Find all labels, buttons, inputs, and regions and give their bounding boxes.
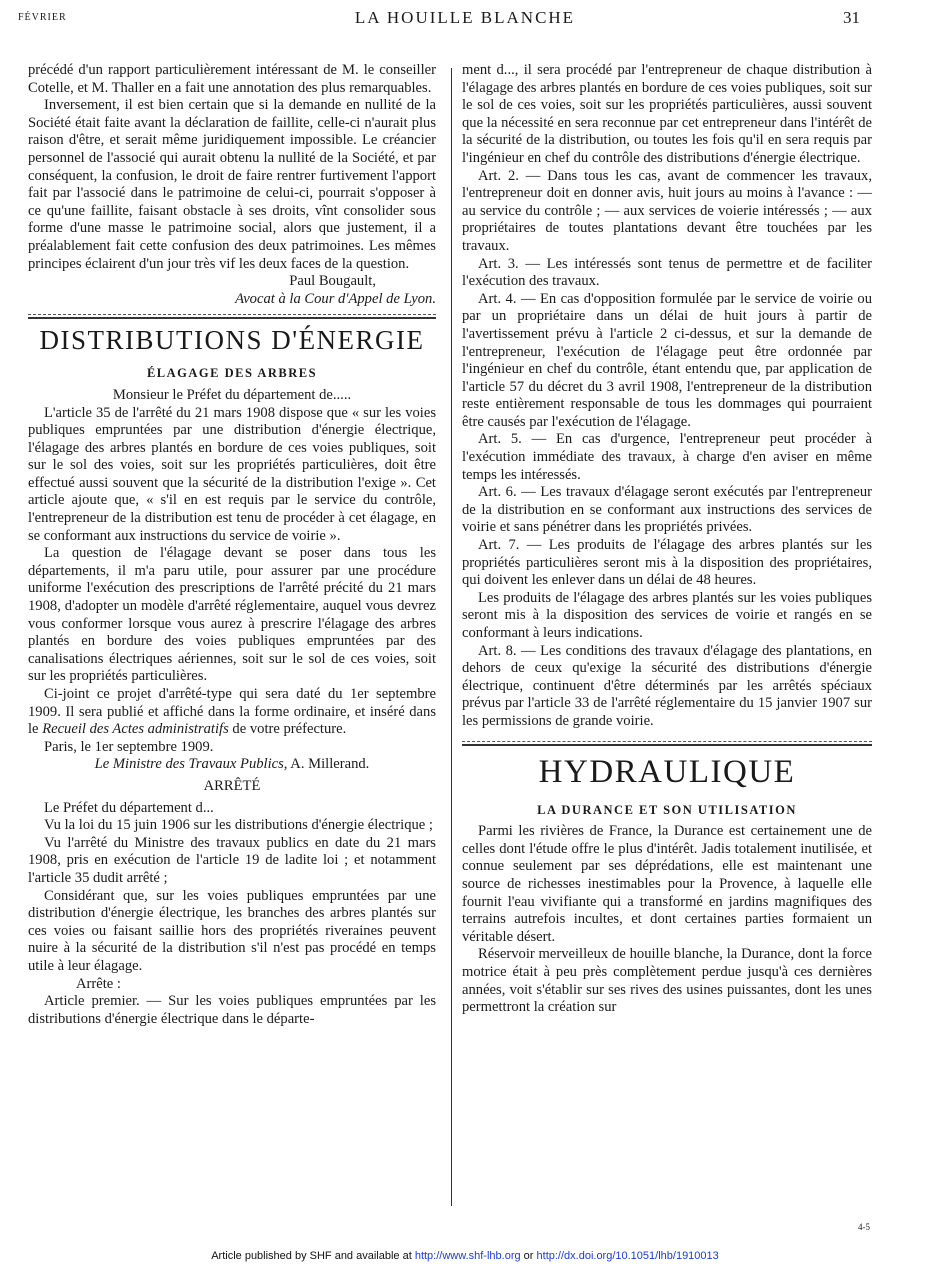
author-name: Paul Bougault,: [289, 273, 376, 290]
section-subtitle: ÉLAGAGE DES ARBRES: [146, 366, 318, 381]
minister-signature: Le Ministre des Travaux Publics, A. Millerand.: [94, 756, 370, 773]
page-number: 31: [843, 8, 860, 27]
section-subtitle: LA DURANCE ET SON UTILISATION: [537, 802, 797, 817]
section-rule: [462, 741, 872, 742]
paragraph: Les produits de l'élagage des arbres plantés sur les voies publiques seront mis à la disposition des services de voirie et rangés en se conformant à leurs indications.: [462, 589, 872, 641]
paragraph: Art. 4. — En cas d'opposition formulée par le service de voirie ou par un propriétaire dans un délai de huit jours à partir de l'avertissement prévu à l'article 2 ci-dessus, et sur la demande de l'entrepreneur, l'exécution de l'élagage peut être ordonnée par l'ingénieur en chef du contrôle, étant entendu que, par application de l'article 57 du décret du 3 avril 1908, l'entrepreneur de la distribution reste entièrement responsable de tous les dommages qui pourraient être causés par l'exécution de l'élagage.: [462, 290, 872, 430]
paragraph: Art. 8. — Les conditions des travaux d'élagage des plantations, en dehors de ceux qu'exige la sécurité des distributions d'énergie électrique, continuent d'être déterminés par les arrêtés spéciaux prévus par l'article 33 de l'arrêté réglementaire du 15 janvier 1907 sur les permissions de grande voirie.: [462, 642, 872, 729]
corner-mark: 4-5: [858, 1222, 870, 1232]
right-column: [462, 62, 872, 1017]
author-title: Avocat à la Cour d'Appel de Lyon.: [235, 290, 436, 307]
paragraph: Vu l'arrêté du Ministre des travaux publics en date du 21 mars 1908, pris en exécution de l'article 19 de ladite loi ; et notamment l'article 35 dudit arrêté ;: [28, 834, 436, 886]
date-line: Paris, le 1er septembre 1909.: [44, 738, 214, 755]
paragraph: Art. 6. — Les travaux d'élagage seront exécutés par l'entrepreneur de la distribution en se conformant aux instructions des services de voirie et sans pénétrer dans les propriétés privées.: [462, 484, 872, 536]
arrete-heading: ARRÊTÉ: [203, 777, 261, 794]
section-title: DISTRIBUTIONS D'ÉNERGIE: [39, 325, 425, 356]
column-divider: [451, 68, 452, 1206]
paragraph: Article premier. — Sur les voies publiques empruntées par les distributions d'énergie électrique dans le départe-: [28, 993, 436, 1027]
footer-credit: Article published by SHF and available at http://www.shf-lhb.org or http://dx.doi.org/10.1051/lhb/1910013: [211, 1250, 719, 1262]
paragraph: Réservoir merveilleux de houille blanche, la Durance, dont la force motrice était à peu près complètement perdue jusqu'à ces dernières années, voit s'établir sur ses rives des usines puissantes, dont les unes permettront la création sur: [462, 946, 872, 1016]
paragraph: La question de l'élagage devant se poser dans tous les départements, il m'a paru utile, pour assurer par une procédure uniforme l'exécution des prescriptions de l'arrêté précité du 21 mars 1908, d'adopter un modèle d'arrêté réglementaire, auquel vous devrez vous conformer lorsque vous aurez à prescrire l'élagage des arbres plantés en bordure des voies publiques empruntées par des canalisations électriques aériennes, soit sur le sol de ces voies, soit sur les propriétés particulières.: [28, 545, 436, 685]
section-rule: [28, 317, 436, 319]
paragraph: précédé d'un rapport particulièrement intéressant de M. le conseiller Cotelle, et M. Thaller en a fait une annotation des plus remarquables.: [28, 62, 436, 96]
paragraph: Parmi les rivières de France, la Durance est certainement une de celles dont l'étude offre le plus d'intérêt. Jadis totalement inutilisée, et connue seulement par ses déprédations, elle est maintenant une source de richesses inestimables pour la Provence, à laquelle elle fournit l'eau vivifiante qui a transformé en jardins magnifiques des terrains autrefois incultes, et dont certaines parties formaient un véritable désert.: [462, 823, 872, 945]
paragraph: Art. 3. — Les intéressés sont tenus de permettre et de faciliter l'exécution des travaux.: [462, 255, 872, 290]
journal-title: LA HOUILLE BLANCHE: [354, 8, 576, 27]
shf-link[interactable]: http://www.shf-lhb.org: [414, 1250, 521, 1262]
section-rule: [28, 314, 436, 315]
paragraph: Considérant que, sur les voies publiques empruntées par une distribution d'énergie électrique, les branches des arbres plantés sur ces voies ou faisant saillie hors des propriétés riveraines peuvent nuire à la sécurité de la distribution s'il n'est pas procédé en temps utile à leur élagage.: [28, 887, 436, 974]
paragraph: Ci-joint ce projet d'arrêté-type qui sera daté du 1er septembre 1909. Il sera publié et affiché dans la forme ordinaire, et inséré dans le Recueil des Actes administratifs de votre préfecture.: [28, 686, 436, 738]
paragraph: Art. 7. — Les produits de l'élagage des arbres plantés sur les propriétés particulières seront mis à la disposition des propriétaires, qui doivent les enlever dans un délai de 48 heures.: [462, 537, 872, 589]
paragraph: Vu la loi du 15 juin 1906 sur les distributions d'énergie électrique ;: [44, 817, 433, 834]
paragraph: Art. 2. — Dans tous les cas, avant de commencer les travaux, l'entrepreneur doit en donner avis, huit jours au moins à l'avance : — au service du contrôle ; — aux services de voierie intéressés ; — aux propriétaires de toutes plantations devant être touchées par les travaux.: [462, 167, 872, 254]
month-header: FÉVRIER: [18, 12, 67, 23]
paragraph: L'article 35 de l'arrêté du 21 mars 1908 dispose que « sur les voies publiques empruntées par une distribution d'énergie électrique, l'élagage des arbres plantés en bordure de ces voies publiques, soit sur le sol des voies, soit sur les propriétés particulières, doit être effectué aussi souvent que la sécurité de la distribution l'exige ». Cet article ajoute que, « s'il en est requis par le service du contrôle, l'entrepreneur de la distribution est tenu de procéder à cet élagage, en se conformant aux instructions du service de voirie ».: [28, 404, 436, 544]
paragraph: Le Préfet du département d...: [44, 799, 214, 816]
doi-link[interactable]: http://dx.doi.org/10.1051/lhb/1910013: [536, 1250, 719, 1262]
arrete-label: Arrête :: [76, 975, 121, 992]
section-rule: [462, 744, 872, 746]
left-column: [28, 62, 436, 1028]
paragraph: Inversement, il est bien certain que si la demande en nullité de la Société était faite avant la déclaration de faillite, celle-ci n'aurait plus raison d'être, et serait même juridiquement impossible. Le créancier personnel de l'associé qui aurait obtenu la nullité de la Société, et par conséquent, la confusion, le droit de faire rentrer furtivement l'apport fait par l'associé dans le patrimoine de celui-ci, pourrait s'opposer à ce qu'une faillite, faisant obstacle à ses droits, vînt consolider sous forme d'une masse le patrimoine social, alors que justement, il a préalablement fait cette confusion des deux patrimoines. Les mêmes principes éclairent d'un jour très vif les deux faces de la question.: [28, 97, 436, 272]
section-title: HYDRAULIQUE: [538, 753, 796, 790]
salutation: Monsieur le Préfet du département de.....: [112, 386, 352, 403]
paragraph: ment d..., il sera procédé par l'entrepreneur de chaque distribution à l'élagage des arbres plantés en bordure de ces voies publiques, soit sur le sol de ces voies, soit sur les propriétés particulières, aussi souvent que la nécessité en sera reconnue par cet entrepreneur dans l'intérêt de la sécurité de la distribution, ou toutes les fois qu'il en sera requis par l'ingénieur en chef du contrôle des distributions d'énergie électrique.: [462, 62, 872, 166]
paragraph: Art. 5. — En cas d'urgence, l'entrepreneur peut procéder à l'exécution immédiate des travaux, à charge d'en aviser en même temps les intéressés.: [462, 431, 872, 483]
